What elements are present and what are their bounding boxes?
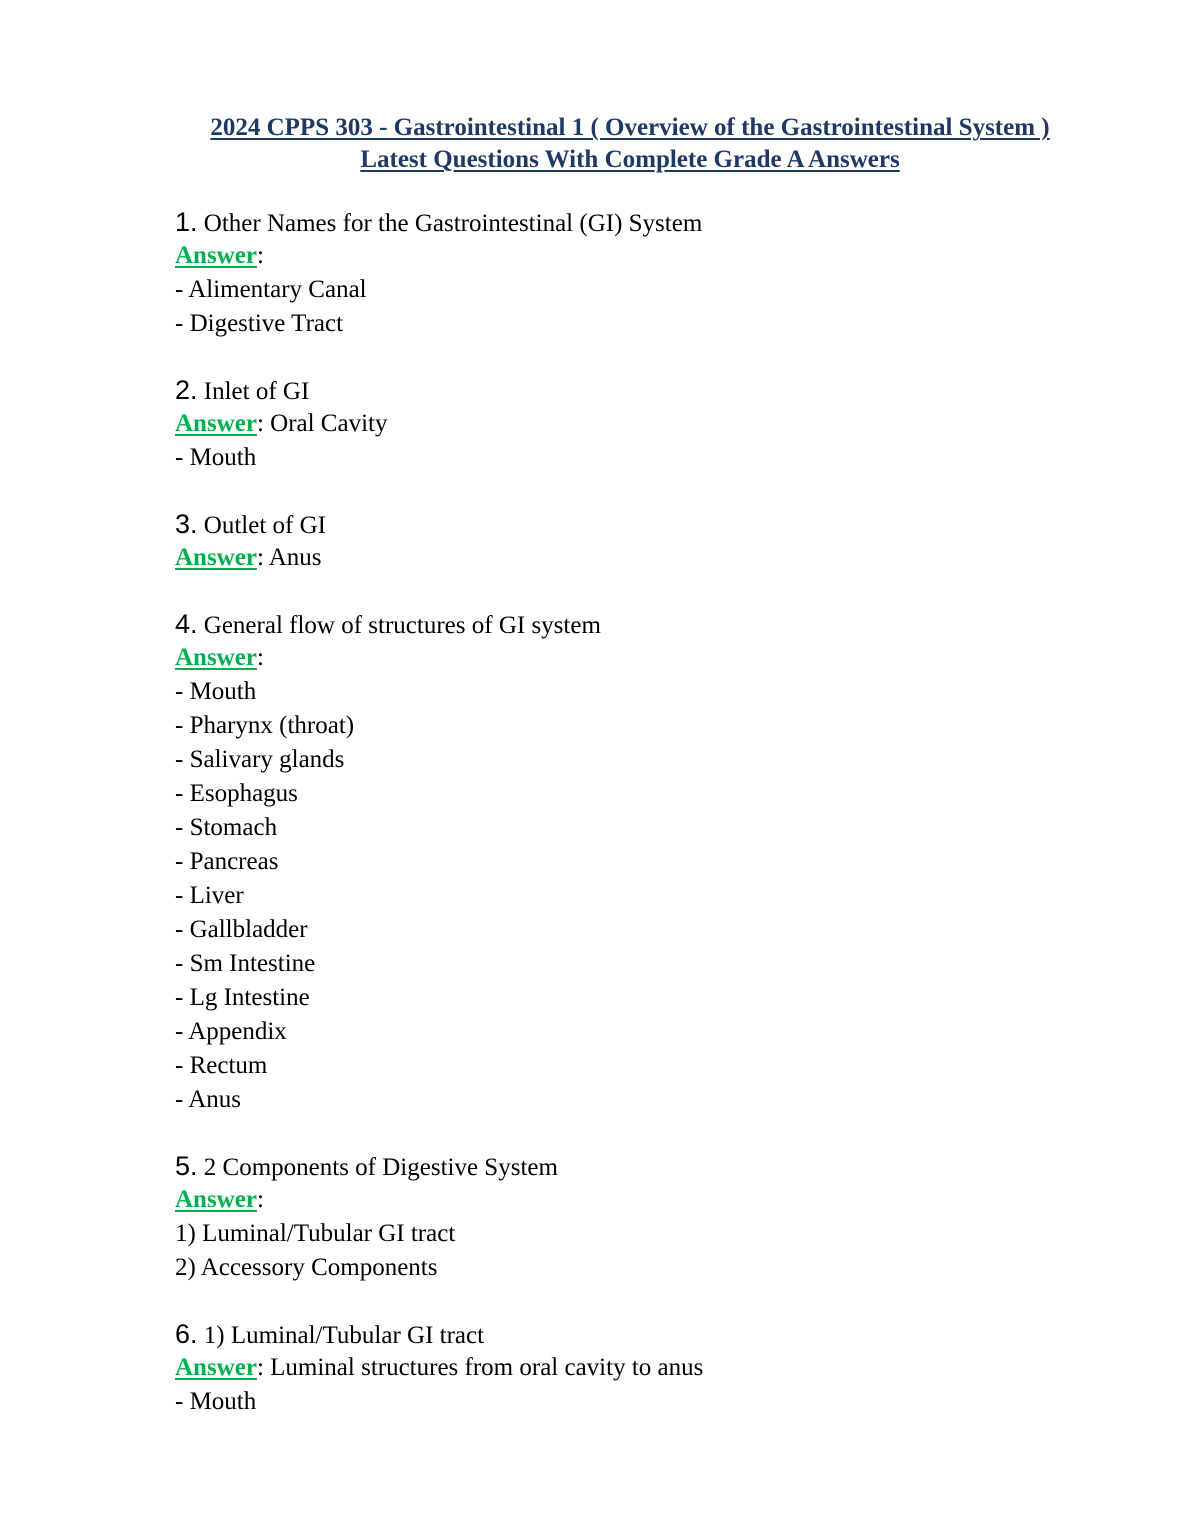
answer-label: Answer <box>175 1186 257 1213</box>
qa-item <box>175 205 1125 341</box>
answer-list-item: 2) Accessory Components <box>175 1254 438 1281</box>
answer-list-item: - Appendix <box>175 1018 287 1045</box>
qa-item <box>175 1317 1125 1419</box>
answer-list-item: - Mouth <box>175 444 257 471</box>
answer-text: : Luminal structures from oral cavity to anus <box>256 1354 704 1381</box>
question-text: General flow of structures of GI system <box>203 612 601 639</box>
answer-list-item: - Anus <box>175 1086 241 1113</box>
answer-text: : Anus <box>256 544 322 571</box>
question-number: 4. <box>175 609 198 639</box>
question-text: Other Names for the Gastrointestinal (GI) System <box>203 210 703 237</box>
answer-label: Answer <box>175 410 257 437</box>
answer-line <box>175 1351 1125 1385</box>
question-line <box>175 607 1125 641</box>
answer-list-item: - Pancreas <box>175 848 279 875</box>
answer-text: : <box>256 242 264 269</box>
answer-list-item: - Liver <box>175 882 244 909</box>
answer-label: Answer <box>175 242 257 269</box>
answer-list-item: - Rectum <box>175 1052 268 1079</box>
question-line <box>175 1149 1125 1183</box>
question-line <box>175 373 1125 407</box>
question-number: 2. <box>175 375 198 405</box>
answer-text: : <box>256 1186 264 1213</box>
question-line <box>175 507 1125 541</box>
spacer <box>175 575 1125 607</box>
qa-item <box>175 607 1125 1117</box>
answer-list-item: - Gallbladder <box>175 916 308 943</box>
answer-line <box>175 407 1125 441</box>
answer-text: : <box>256 644 264 671</box>
answer-line <box>175 641 1125 675</box>
answer-list-item: 1) Luminal/Tubular GI tract <box>175 1220 456 1247</box>
answer-list-item: - Digestive Tract <box>175 310 344 337</box>
answer-label: Answer <box>175 644 257 671</box>
qa-item <box>175 373 1125 475</box>
answer-line <box>175 239 1125 273</box>
spacer <box>175 475 1125 507</box>
answer-list-item: - Stomach <box>175 814 278 841</box>
question-line <box>175 1317 1125 1351</box>
question-text: 1) Luminal/Tubular GI tract <box>203 1322 485 1349</box>
spacer <box>175 1285 1125 1317</box>
answer-text: : Oral Cavity <box>256 410 388 437</box>
qa-list <box>175 205 1125 1419</box>
answer-list-item: - Sm Intestine <box>175 950 316 977</box>
question-text: 2 Components of Digestive System <box>203 1154 558 1181</box>
answer-list-item: - Esophagus <box>175 780 298 807</box>
answer-list-item: - Lg Intestine <box>175 984 310 1011</box>
document-title <box>100 112 1160 176</box>
qa-item <box>175 1149 1125 1285</box>
title-line-1: 2024 CPPS 303 - Gastrointestinal 1 ( Overview of the Gastrointestinal System ) <box>210 114 1050 141</box>
question-line <box>175 205 1125 239</box>
answer-line <box>175 1183 1125 1217</box>
answer-line <box>175 541 1125 575</box>
qa-item <box>175 507 1125 575</box>
question-text: Outlet of GI <box>203 512 326 539</box>
answer-label: Answer <box>175 1354 257 1381</box>
question-number: 3. <box>175 509 198 539</box>
answer-list-item: - Mouth <box>175 678 257 705</box>
question-number: 5. <box>175 1151 198 1181</box>
answer-label: Answer <box>175 544 257 571</box>
title-line-2: Latest Questions With Complete Grade A Answers <box>360 146 900 173</box>
spacer <box>175 341 1125 373</box>
question-text: Inlet of GI <box>203 378 310 405</box>
question-number: 1. <box>175 207 198 237</box>
answer-list-item: - Salivary glands <box>175 746 345 773</box>
answer-list-item: - Alimentary Canal <box>175 276 367 303</box>
spacer <box>175 1117 1125 1149</box>
question-number: 6. <box>175 1319 198 1349</box>
answer-list-item: - Pharynx (throat) <box>175 712 355 739</box>
answer-list-item: - Mouth <box>175 1388 257 1415</box>
